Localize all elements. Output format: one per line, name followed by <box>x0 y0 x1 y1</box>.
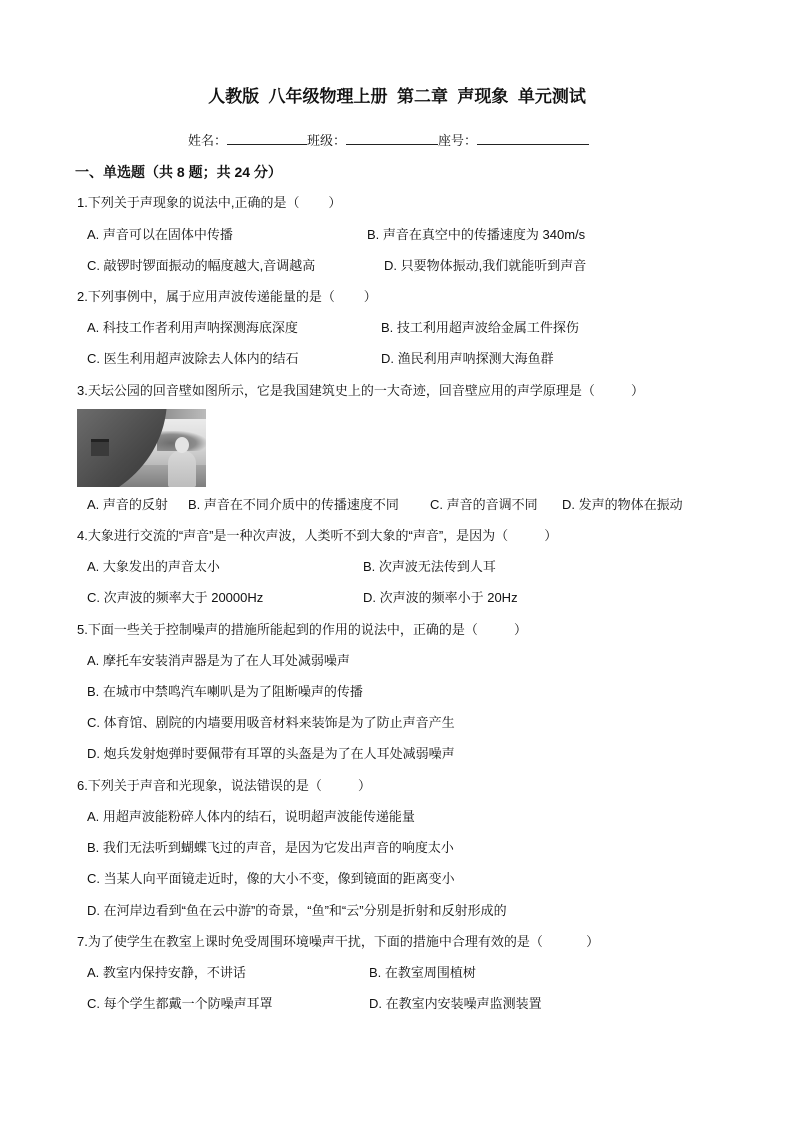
question-4-option-b: B. 次声波无法传到人耳 <box>363 559 496 574</box>
question-4-option-a: A. 大象发出的声音太小 <box>87 559 220 574</box>
question-5-option-a: A. 摩托车安装消声器是为了在人耳处减弱噪声 <box>87 653 350 668</box>
question-5-option-c: C. 体育馆、剧院的内墙要用吸音材料来装饰是为了防止声音产生 <box>87 715 455 730</box>
question-6-option-a: A. 用超声波能粉碎人体内的结石，说明超声波能传递能量 <box>87 809 415 824</box>
question-7-option-d: D. 在教室内安装噪声监测装置 <box>369 996 542 1011</box>
question-6-option-c: C. 当某人向平面镜走近时，像的大小不变，像到镜面的距离变小 <box>87 871 455 886</box>
question-1-stem: 1.下列关于声现象的说法中,正确的是（ ） <box>77 195 342 210</box>
question-7-stem: 7.为了使学生在教室上课时免受周围环境噪声干扰，下面的措施中合理有效的是（ ） <box>77 934 600 949</box>
question-2-option-d: D. 渔民利用声呐探测大海鱼群 <box>381 351 554 366</box>
question-3-option-b: B. 声音在不同介质中的传播速度不同 <box>188 497 399 512</box>
photo-person-body <box>168 451 196 487</box>
question-5-option-d: D. 炮兵发射炮弹时要佩带有耳罩的头盔是为了在人耳处减弱噪声 <box>87 746 455 761</box>
class-blank <box>346 131 438 145</box>
question-1-option-d: D. 只要物体振动,我们就能听到声音 <box>384 258 587 273</box>
question-2-option-c: C. 医生利用超声波除去人体内的结石 <box>87 351 299 366</box>
question-4-option-d: D. 次声波的频率小于 20Hz <box>363 590 518 605</box>
question-1-option-b: B. 声音在真空中的传播速度为 340m/s <box>367 227 586 242</box>
question-6-option-b: B. 我们无法听到蝴蝶飞过的声音，是因为它发出声音的响度太小 <box>87 840 454 855</box>
question-3-option-a: A. 声音的反射 <box>87 497 168 512</box>
question-4-stem: 4.大象进行交流的“声音”是一种次声波，人类听不到大象的“声音”，是因为（ ） <box>77 528 558 543</box>
echo-wall-photo <box>77 409 206 487</box>
question-3-option-d: D. 发声的物体在振动 <box>562 497 683 512</box>
question-5-stem: 5.下面一些关于控制噪声的措施所能起到的作用的说法中，正确的是（ ） <box>77 622 527 637</box>
question-6-option-d: D. 在河岸边看到“鱼在云中游”的奇景，“鱼”和“云”分别是折射和反射形成的 <box>87 903 507 918</box>
question-2-option-b: B. 技工利用超声波给金属工件探伤 <box>381 320 579 335</box>
student-info-line <box>188 131 589 150</box>
question-6-stem: 6.下列关于声音和光现象，说法错误的是（ ） <box>77 778 371 793</box>
photo-person-head <box>175 437 189 453</box>
question-2-option-a: A. 科技工作者利用声呐探测海底深度 <box>87 320 298 335</box>
name-label: 姓名： <box>188 133 228 148</box>
question-3-stem: 3.天坛公园的回音壁如图所示，它是我国建筑史上的一大奇迹，回音壁应用的声学原理是（ ） <box>77 383 644 398</box>
question-7-option-b: B. 在教室周围植树 <box>369 965 476 980</box>
name-blank <box>227 131 307 145</box>
seat-blank <box>477 131 589 145</box>
section-heading: 一、单选题（共 8 题；共 24 分） <box>75 164 282 180</box>
question-3-option-c: C. 声音的音调不同 <box>430 497 538 512</box>
question-4-option-c: C. 次声波的频率大于 20000Hz <box>87 590 264 605</box>
photo-pavilion <box>91 439 109 456</box>
question-2-stem: 2.下列事例中，属于应用声波传递能量的是（ ） <box>77 289 377 304</box>
seat-label: 座号： <box>438 133 478 148</box>
question-7-option-a: A. 教室内保持安静，不讲话 <box>87 965 246 980</box>
question-1-option-a: A. 声音可以在固体中传播 <box>87 227 233 242</box>
page-title: 人教版 八年级物理上册 第二章 声现象 单元测试 <box>208 87 586 106</box>
class-label: 班级： <box>307 133 347 148</box>
question-5-option-b: B. 在城市中禁鸣汽车喇叭是为了阻断噪声的传播 <box>87 684 363 699</box>
question-1-option-c: C. 敲锣时锣面振动的幅度越大,音调越高 <box>87 258 316 273</box>
question-7-option-c: C. 每个学生都戴一个防噪声耳罩 <box>87 996 273 1011</box>
